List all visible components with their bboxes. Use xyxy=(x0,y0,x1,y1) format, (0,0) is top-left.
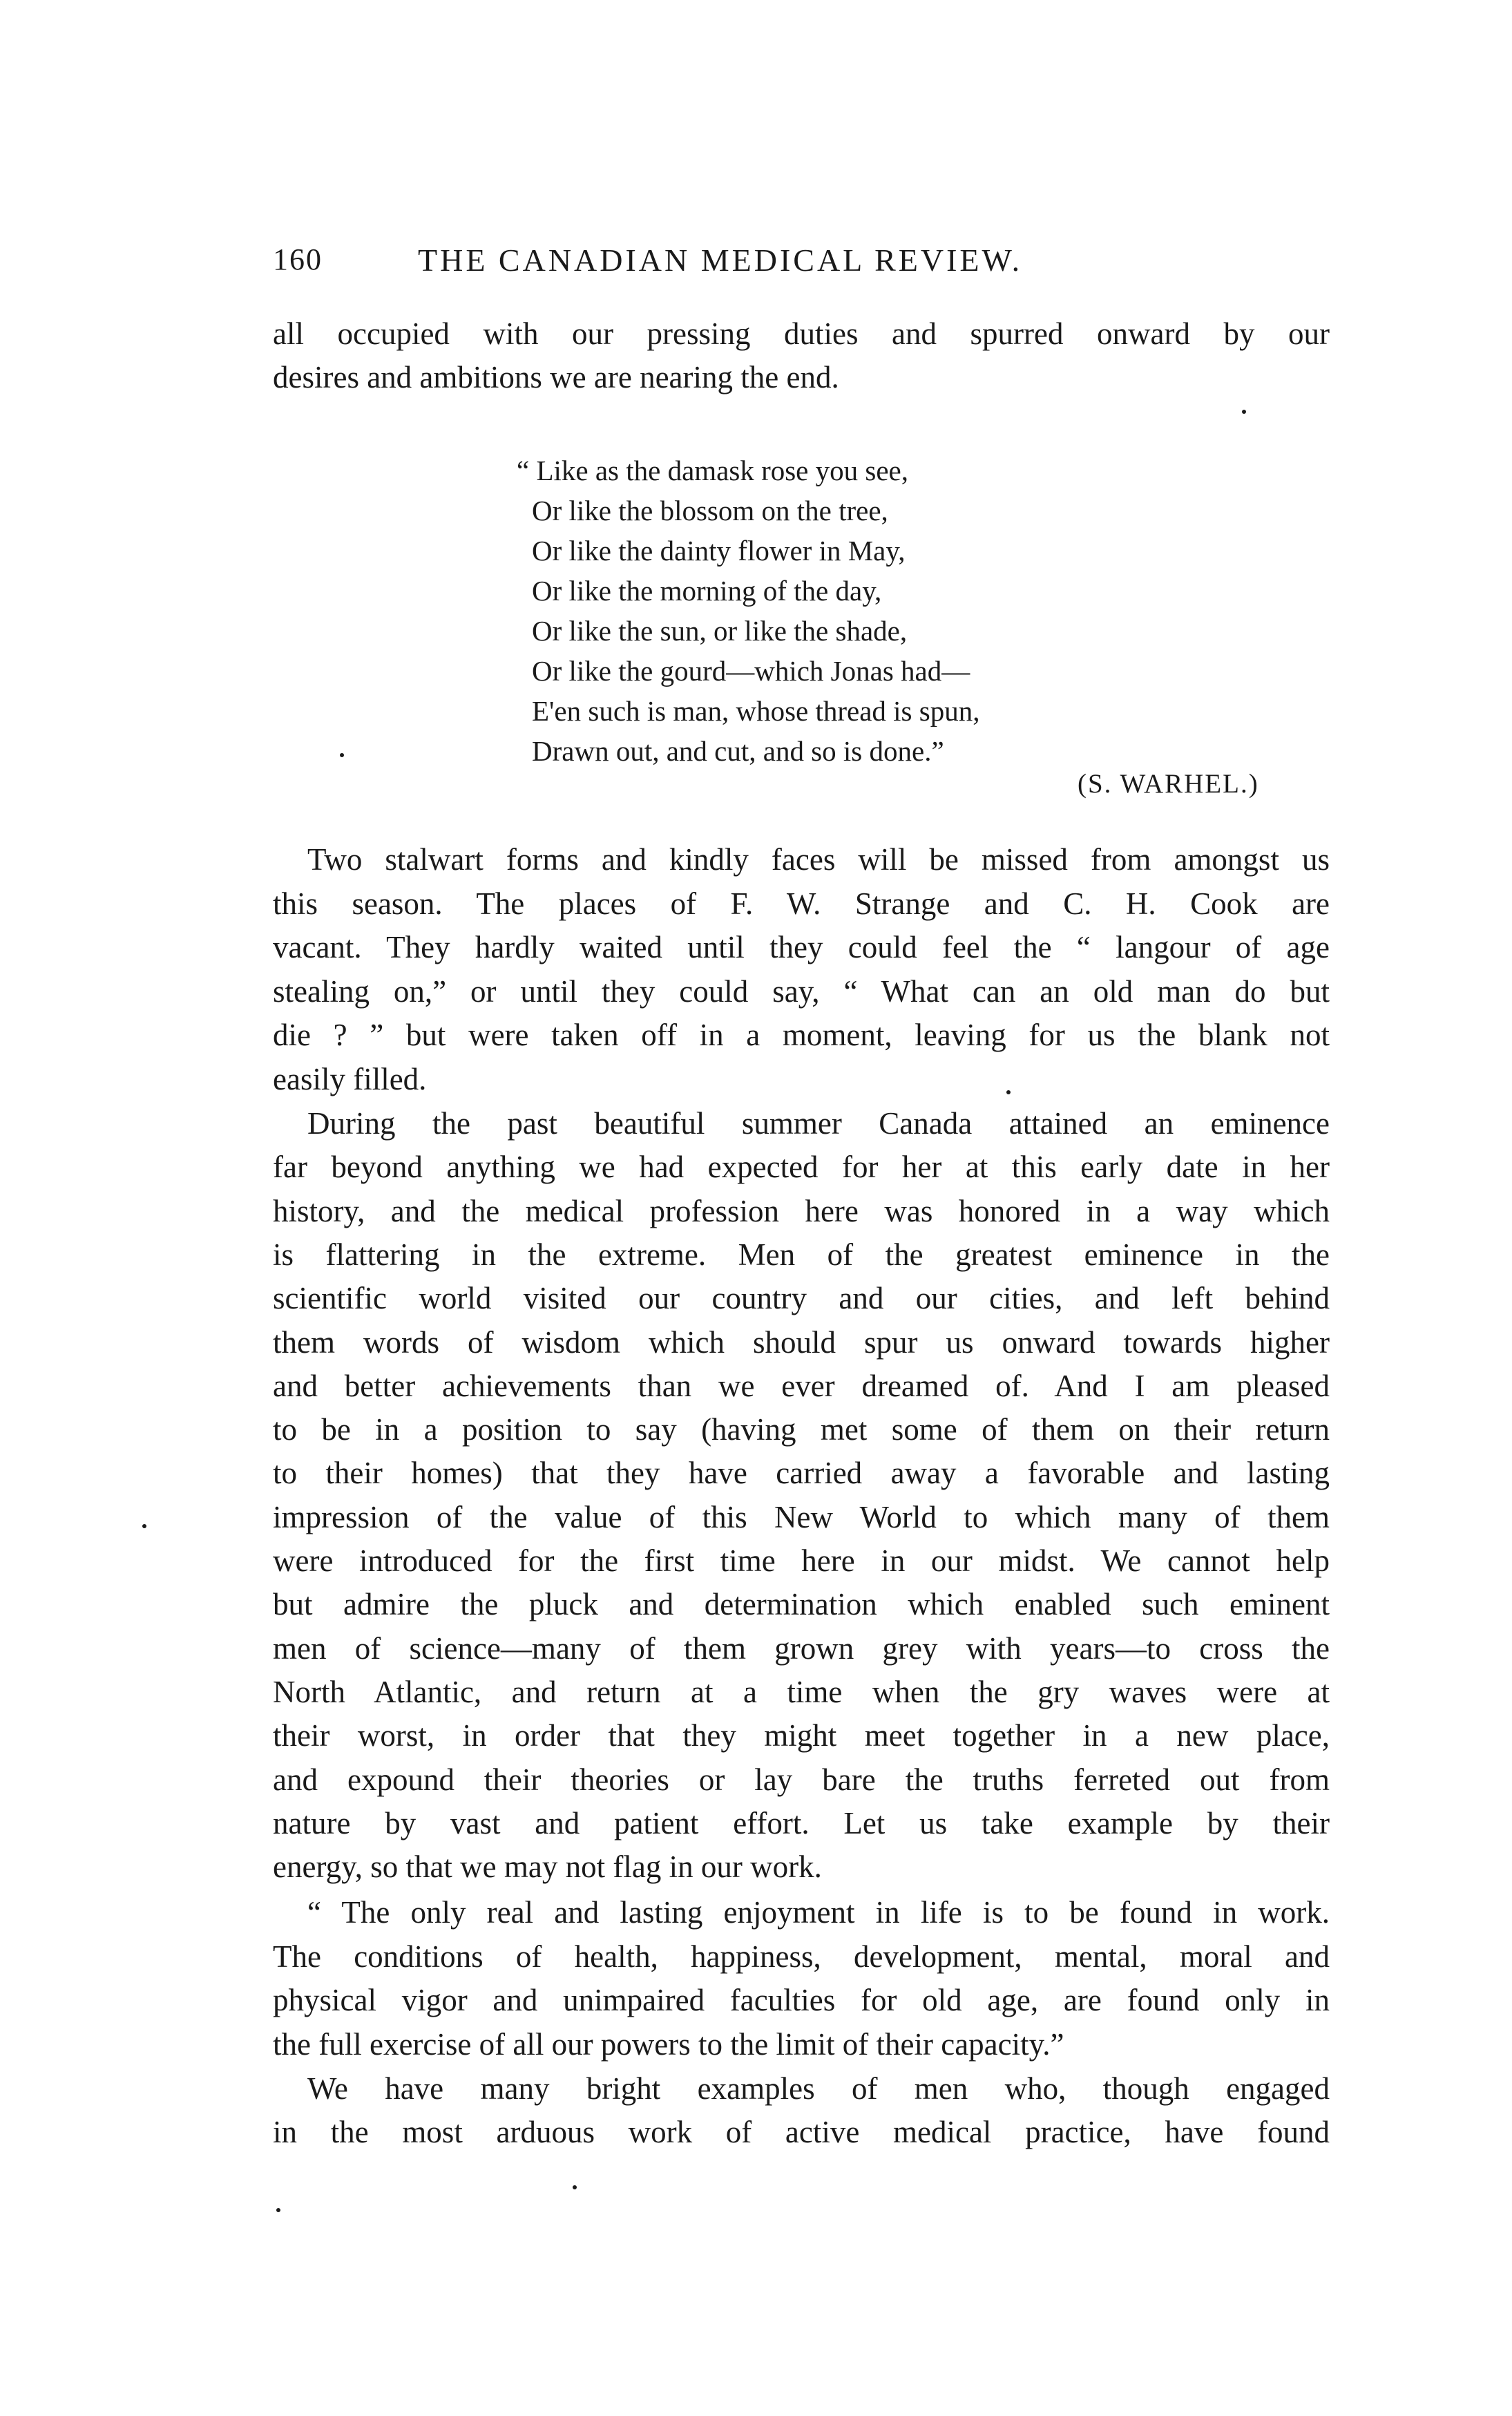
poem-line: E'en such is man, whose thread is spun, xyxy=(532,695,980,727)
body-line: vacant. They hardly waited until they could feel the “ langour of age xyxy=(273,930,1330,964)
body-line: their worst, in order that they might meet together in a new place, xyxy=(273,1718,1330,1753)
body-line: the full exercise of all our powers to the limit of their capacity.” xyxy=(273,2027,1064,2062)
poem-line: Or like the dainty flower in May, xyxy=(532,535,906,567)
body-line: is flattering in the extreme. Men of the greatest eminence in the xyxy=(273,1237,1330,1272)
body-line: stealing on,” or until they could say, “ What can an old man do but xyxy=(273,974,1330,1009)
body-line: and expound their theories or lay bare the truths ferreted out from xyxy=(273,1762,1330,1797)
body-line: history, and the medical profession here was honored in a way which xyxy=(273,1194,1330,1228)
poem-line: Or like the blossom on the tree, xyxy=(532,495,888,526)
body-line: easily filled. xyxy=(273,1062,427,1096)
body-line: far beyond anything we had expected for her at this early date in her xyxy=(273,1150,1330,1184)
speck-mark xyxy=(1006,1090,1011,1094)
speck-mark xyxy=(276,2208,280,2212)
body-line: them words of wisdom which should spur us onward towards higher xyxy=(273,1325,1330,1360)
body-line: “ The only real and lasting enjoyment in life is to be found in work. xyxy=(307,1895,1330,1930)
body-line: impression of the value of this New World to which many of them xyxy=(273,1500,1330,1534)
poem-line: Or like the morning of the day, xyxy=(532,575,882,607)
speck-mark xyxy=(340,753,344,757)
speck-mark xyxy=(1242,410,1246,414)
poem-attribution: (S. WARHEL.) xyxy=(1078,769,1259,799)
speck-mark xyxy=(573,2185,577,2189)
body-line: During the past beautiful summer Canada attained an eminence xyxy=(307,1106,1330,1141)
body-line: Two stalwart forms and kindly faces will be missed from amongst us xyxy=(307,842,1330,877)
body-line: men of science—many of them grown grey with years—to cross the xyxy=(273,1631,1330,1666)
body-line: all occupied with our pressing duties and spurred onward by our xyxy=(273,316,1330,351)
page-header xyxy=(273,242,1330,283)
body-line: in the most arduous work of active medical practice, have found xyxy=(273,2115,1330,2149)
poem-line: Or like the gourd—which Jonas had— xyxy=(532,655,970,687)
speck-mark xyxy=(142,1524,146,1528)
body-line: this season. The places of F. W. Strange and C. H. Cook are xyxy=(273,886,1330,921)
body-line: desires and ambitions we are nearing the end. xyxy=(273,360,839,394)
page-number: 160 xyxy=(273,242,323,276)
body-line: and better achievements than we ever dreamed of. And I am pleased xyxy=(273,1369,1330,1403)
body-line: The conditions of health, happiness, development, mental, moral and xyxy=(273,1939,1330,1974)
body-line: scientific world visited our country and our cities, and left behind xyxy=(273,1281,1330,1315)
body-line: were introduced for the first time here in our midst. We cannot help xyxy=(273,1543,1330,1578)
poem-line: “ Like as the damask rose you see, xyxy=(517,455,908,486)
body-line: to their homes) that they have carried away a favorable and lasting xyxy=(273,1456,1330,1490)
poem-line: Or like the sun, or like the shade, xyxy=(532,615,908,647)
poem-line: Drawn out, and cut, and so is done.” xyxy=(532,735,944,767)
body-line: energy, so that we may not flag in our work. xyxy=(273,1849,822,1884)
body-line: We have many bright examples of men who, though engaged xyxy=(307,2071,1330,2106)
body-line: North Atlantic, and return at a time when the gry waves were at xyxy=(273,1675,1330,1709)
running-title: THE CANADIAN MEDICAL REVIEW. xyxy=(418,242,1023,278)
body-line: physical vigor and unimpaired faculties for old age, are found only in xyxy=(273,1983,1330,2017)
body-line: die ? ” but were taken off in a moment, leaving for us the blank not xyxy=(273,1018,1330,1052)
body-line: but admire the pluck and determination which enabled such eminent xyxy=(273,1587,1330,1621)
body-line: to be in a position to say (having met some of them on their return xyxy=(273,1412,1330,1447)
body-line: nature by vast and patient effort. Let us take example by their xyxy=(273,1806,1330,1840)
